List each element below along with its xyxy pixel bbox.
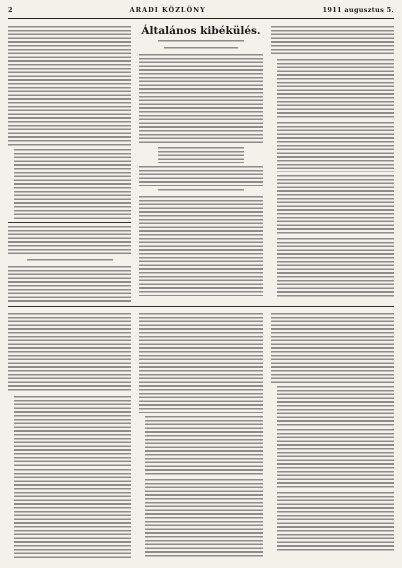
article-subtitle-placeholder: [158, 40, 244, 44]
text-block: [14, 469, 131, 559]
masthead: [8, 6, 394, 19]
text-block: [271, 313, 394, 383]
text-block: [14, 396, 131, 466]
text-block: [8, 26, 131, 146]
text-block: [277, 386, 394, 426]
column-right-bottom: [271, 310, 394, 568]
text-block: [14, 149, 131, 219]
text-block: [8, 313, 131, 393]
page-number: 2: [8, 6, 13, 14]
divider: [8, 222, 131, 223]
text-block: [277, 238, 394, 298]
issue-date: 1911 augusztus 5.: [322, 6, 394, 14]
dateline-placeholder: [164, 47, 238, 51]
column-left-bottom: [8, 310, 131, 568]
upper-columns: [8, 23, 394, 303]
text-block: [277, 492, 394, 552]
sub-heading-placeholder: [158, 189, 244, 193]
text-block: [139, 196, 262, 296]
paper-name: ARADI KÖZLÖNY: [129, 6, 206, 14]
signature-placeholder: [158, 147, 244, 163]
text-block: [8, 226, 131, 256]
text-block: [271, 26, 394, 56]
column-middle-top: [139, 23, 262, 303]
column-left-top: [8, 23, 131, 303]
page-midline: [8, 306, 394, 307]
text-block: [139, 313, 262, 413]
text-block: [145, 416, 262, 476]
text-block: [277, 429, 394, 489]
text-block: [139, 54, 262, 144]
article-title: Általános kibékülés.: [141, 25, 261, 37]
text-block: [277, 175, 394, 235]
text-block: [277, 122, 394, 172]
text-block: [8, 266, 131, 303]
text-block: [139, 166, 262, 186]
text-block: [145, 479, 262, 559]
sub-heading-placeholder: [27, 259, 113, 263]
column-right-top: [271, 23, 394, 303]
text-block: [277, 59, 394, 119]
lower-columns: [8, 310, 394, 568]
column-middle-bottom: [139, 310, 262, 568]
